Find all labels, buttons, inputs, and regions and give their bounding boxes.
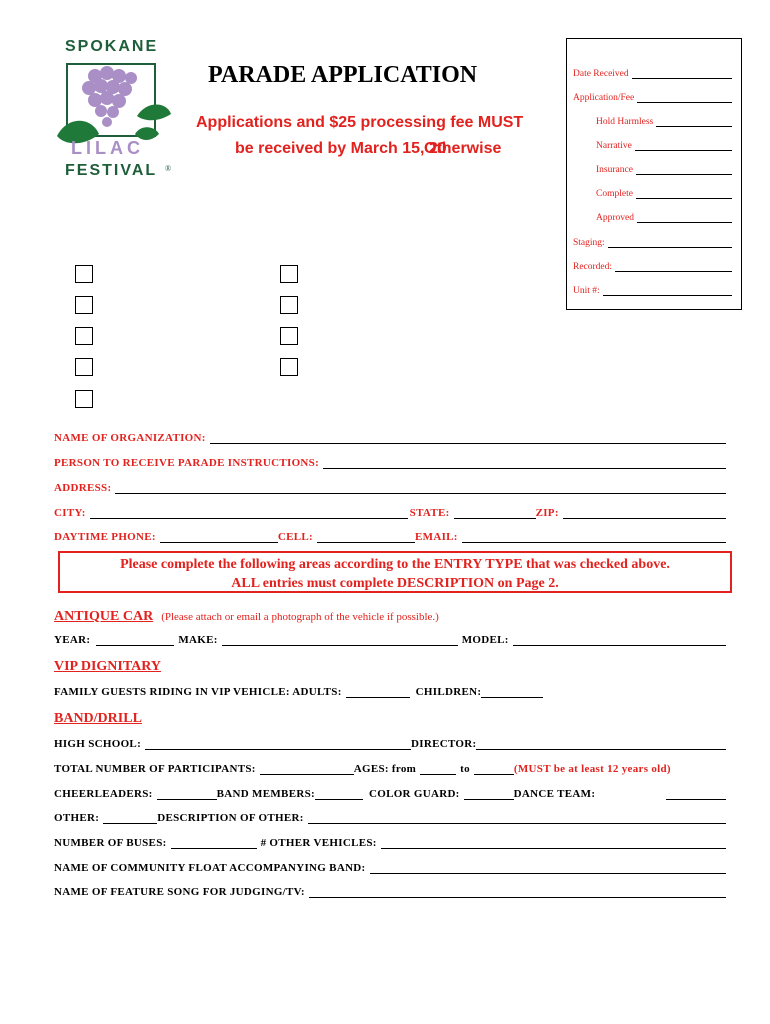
make-label: MAKE: <box>178 634 218 646</box>
buses-label: NUMBER OF BUSES: <box>54 837 167 849</box>
entry-type-checkbox[interactable] <box>75 327 93 345</box>
office-field-row <box>573 68 732 79</box>
office-field-label: Approved <box>596 213 634 223</box>
city-label: CITY: <box>54 507 86 519</box>
cell-label: CELL: <box>277 531 314 543</box>
children-label: CHILDREN: <box>415 686 482 698</box>
desc-other-field[interactable] <box>308 812 726 824</box>
person-row <box>54 457 726 469</box>
desc-other-label: DESCRIPTION OF OTHER: <box>157 812 304 824</box>
notice-line-2: ALL entries must complete DESCRIPTION on Page 2. <box>231 576 559 591</box>
cell-field[interactable] <box>317 531 415 543</box>
entry-type-checkbox[interactable] <box>75 296 93 314</box>
address-field[interactable] <box>115 482 726 494</box>
total-field[interactable] <box>260 763 354 775</box>
deadline-line-1: Applications and $25 processing fee MUST <box>196 114 524 131</box>
office-field-blank[interactable] <box>656 116 732 127</box>
year-field[interactable] <box>96 634 174 646</box>
office-field-row <box>573 92 732 103</box>
zip-label: ZIP: <box>535 507 559 519</box>
state-field[interactable] <box>454 507 536 519</box>
office-field-blank[interactable] <box>615 261 732 272</box>
office-field-label: Application/Fee <box>573 93 635 103</box>
entry-type-checkbox[interactable] <box>280 265 298 283</box>
other-field[interactable] <box>103 812 157 824</box>
model-label: MODEL: <box>461 634 509 646</box>
model-field[interactable] <box>513 634 726 646</box>
participants-row <box>54 763 726 775</box>
school-field[interactable] <box>145 738 411 750</box>
org-field[interactable] <box>210 432 726 444</box>
cheer-label: CHEERLEADERS: <box>54 788 153 800</box>
vehicles-field[interactable] <box>381 837 726 849</box>
adults-field[interactable] <box>346 686 410 698</box>
entry-type-checkbox[interactable] <box>75 265 93 283</box>
phone-field[interactable] <box>160 531 278 543</box>
email-label: EMAIL: <box>415 531 458 543</box>
office-field-label: Hold Harmless <box>596 117 654 127</box>
cheer-field[interactable] <box>157 788 217 800</box>
deadline-overlay: Otherwise <box>424 140 502 157</box>
school-label: HIGH SCHOOL: <box>54 738 142 750</box>
entry-type-checkbox[interactable] <box>280 296 298 314</box>
state-label: STATE: <box>409 507 450 519</box>
members-label: BAND MEMBERS: <box>216 788 315 800</box>
phone-row <box>54 531 726 543</box>
office-field-blank[interactable] <box>608 237 732 248</box>
org-row <box>54 432 726 444</box>
office-field-blank[interactable] <box>636 164 732 175</box>
members-field[interactable] <box>315 788 363 800</box>
office-field-label: Staging: <box>573 238 605 248</box>
ages-to-field[interactable] <box>474 763 514 775</box>
members-row <box>54 788 726 800</box>
guard-label: COLOR GUARD: <box>368 788 460 800</box>
float-field[interactable] <box>370 862 726 874</box>
city-field[interactable] <box>90 507 408 519</box>
office-field-blank[interactable] <box>603 285 732 296</box>
deadline-line-2: be received by March 15, 20 <box>235 140 447 157</box>
dance-field[interactable] <box>666 788 726 800</box>
year-label: YEAR: <box>54 634 91 646</box>
office-field-label: Narrative <box>596 141 632 151</box>
logo-text-mid: LILAC <box>71 138 144 158</box>
office-field-row <box>596 188 732 199</box>
office-field-blank[interactable] <box>636 188 732 199</box>
antique-row <box>54 634 726 646</box>
office-field-blank[interactable] <box>637 212 732 223</box>
office-field-label: Complete <box>596 189 633 199</box>
office-field-label: Insurance <box>596 165 633 175</box>
ages-label: AGES: from <box>353 763 417 775</box>
office-field-blank[interactable] <box>632 68 732 79</box>
buses-row <box>54 837 726 849</box>
antique-heading: ANTIQUE CAR <box>54 609 154 624</box>
phone-label: DAYTIME PHONE: <box>54 531 156 543</box>
buses-field[interactable] <box>171 837 257 849</box>
entry-type-checkbox[interactable] <box>75 358 93 376</box>
antique-header-row <box>54 607 439 625</box>
office-field-label: Recorded: <box>573 262 613 272</box>
vip-heading: VIP DIGNITARY <box>54 659 161 674</box>
director-label: DIRECTOR: <box>411 738 477 750</box>
page-title: PARADE APPLICATION <box>208 62 478 88</box>
registered-mark: ® <box>165 164 172 173</box>
float-label: NAME OF COMMUNITY FLOAT ACCOMPANYING BAND: <box>54 862 366 874</box>
entry-type-notice <box>58 551 732 593</box>
float-row <box>54 862 726 874</box>
office-field-blank[interactable] <box>637 92 732 103</box>
person-label: PERSON TO RECEIVE PARADE INSTRUCTIONS: <box>54 457 320 469</box>
ages-from-field[interactable] <box>420 763 456 775</box>
office-field-row <box>573 285 732 296</box>
vehicles-label: # OTHER VEHICLES: <box>260 837 377 849</box>
city-row <box>54 507 726 519</box>
antique-note: (Please attach or email a photograph of the vehicle if possible.) <box>161 611 439 623</box>
ages-to-label: to <box>460 763 470 775</box>
email-field[interactable] <box>462 531 726 543</box>
office-field-row <box>596 140 732 151</box>
make-field[interactable] <box>222 634 458 646</box>
logo-text-bottom: FESTIVAL <box>65 162 158 179</box>
children-field[interactable] <box>481 686 543 698</box>
band-heading: BAND/DRILL <box>54 711 142 726</box>
person-field[interactable] <box>323 457 726 469</box>
office-field-row <box>573 261 732 272</box>
guard-field[interactable] <box>464 788 514 800</box>
total-label: TOTAL NUMBER OF PARTICIPANTS: <box>54 763 256 775</box>
other-label: OTHER: <box>54 812 100 824</box>
school-row <box>54 738 726 750</box>
address-row <box>54 482 726 494</box>
office-field-row <box>596 212 732 223</box>
notice-line-1: Please complete the following areas according to the ENTRY TYPE that was checked above. <box>120 557 670 572</box>
office-field-blank[interactable] <box>635 140 732 151</box>
entry-type-checkbox[interactable] <box>75 390 93 408</box>
song-label: NAME OF FEATURE SONG FOR JUDGING/TV: <box>54 886 305 898</box>
vip-row <box>54 686 543 698</box>
zip-field[interactable] <box>563 507 726 519</box>
age-requirement: (MUST be at least 12 years old) <box>513 763 671 775</box>
logo-text-top: SPOKANE <box>65 38 159 55</box>
song-field[interactable] <box>309 886 726 898</box>
entry-type-checkbox[interactable] <box>280 327 298 345</box>
office-field-row <box>573 237 732 248</box>
dance-label: DANCE TEAM: <box>513 788 596 800</box>
festival-logo <box>55 38 175 183</box>
office-field-row <box>596 164 732 175</box>
org-label: NAME OF ORGANIZATION: <box>54 432 206 444</box>
office-field-row <box>596 116 732 127</box>
adults-label: FAMILY GUESTS RIDING IN VIP VEHICLE: ADULTS: <box>54 686 342 698</box>
director-field[interactable] <box>476 738 726 750</box>
other-row <box>54 812 726 824</box>
song-row <box>54 886 726 898</box>
entry-type-checkbox[interactable] <box>280 358 298 376</box>
office-field-label: Date Received <box>573 69 629 79</box>
address-label: ADDRESS: <box>54 482 112 494</box>
office-field-label: Unit #: <box>573 286 600 296</box>
